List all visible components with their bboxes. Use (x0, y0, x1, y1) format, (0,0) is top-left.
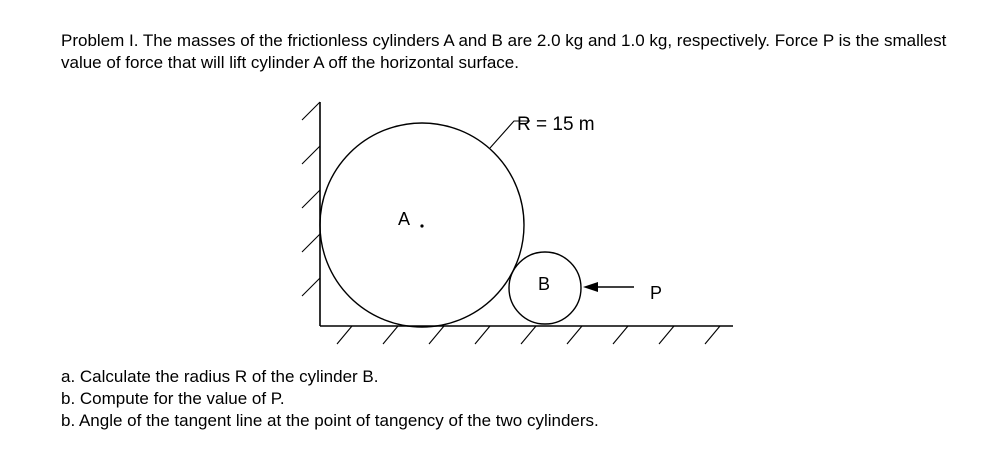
wall-hatching (302, 102, 320, 296)
problem-statement: Problem I. The masses of the frictionless cylinders A and B are 2.0 kg and 1.0 kg, respectively. Force P is the smallest value of force that will lift cylinder A off the horizontal surface. (61, 31, 947, 72)
force-arrowhead (583, 282, 598, 292)
question-item: b. Compute for the value of P. (61, 389, 285, 408)
radius-label: R = 15 m (517, 114, 595, 135)
questions-list (61, 366, 599, 432)
cylinder-a-center-dot (420, 224, 423, 227)
force-label: P (650, 283, 663, 303)
question-item: a. Calculate the radius R of the cylinder B. (61, 367, 379, 386)
cylinder-b-label: B (538, 274, 551, 294)
cylinder-a-label: A (398, 209, 411, 229)
question-item: b. Angle of the tangent line at the point of tangency of the two cylinders. (61, 411, 599, 430)
floor-hatching (337, 326, 720, 344)
